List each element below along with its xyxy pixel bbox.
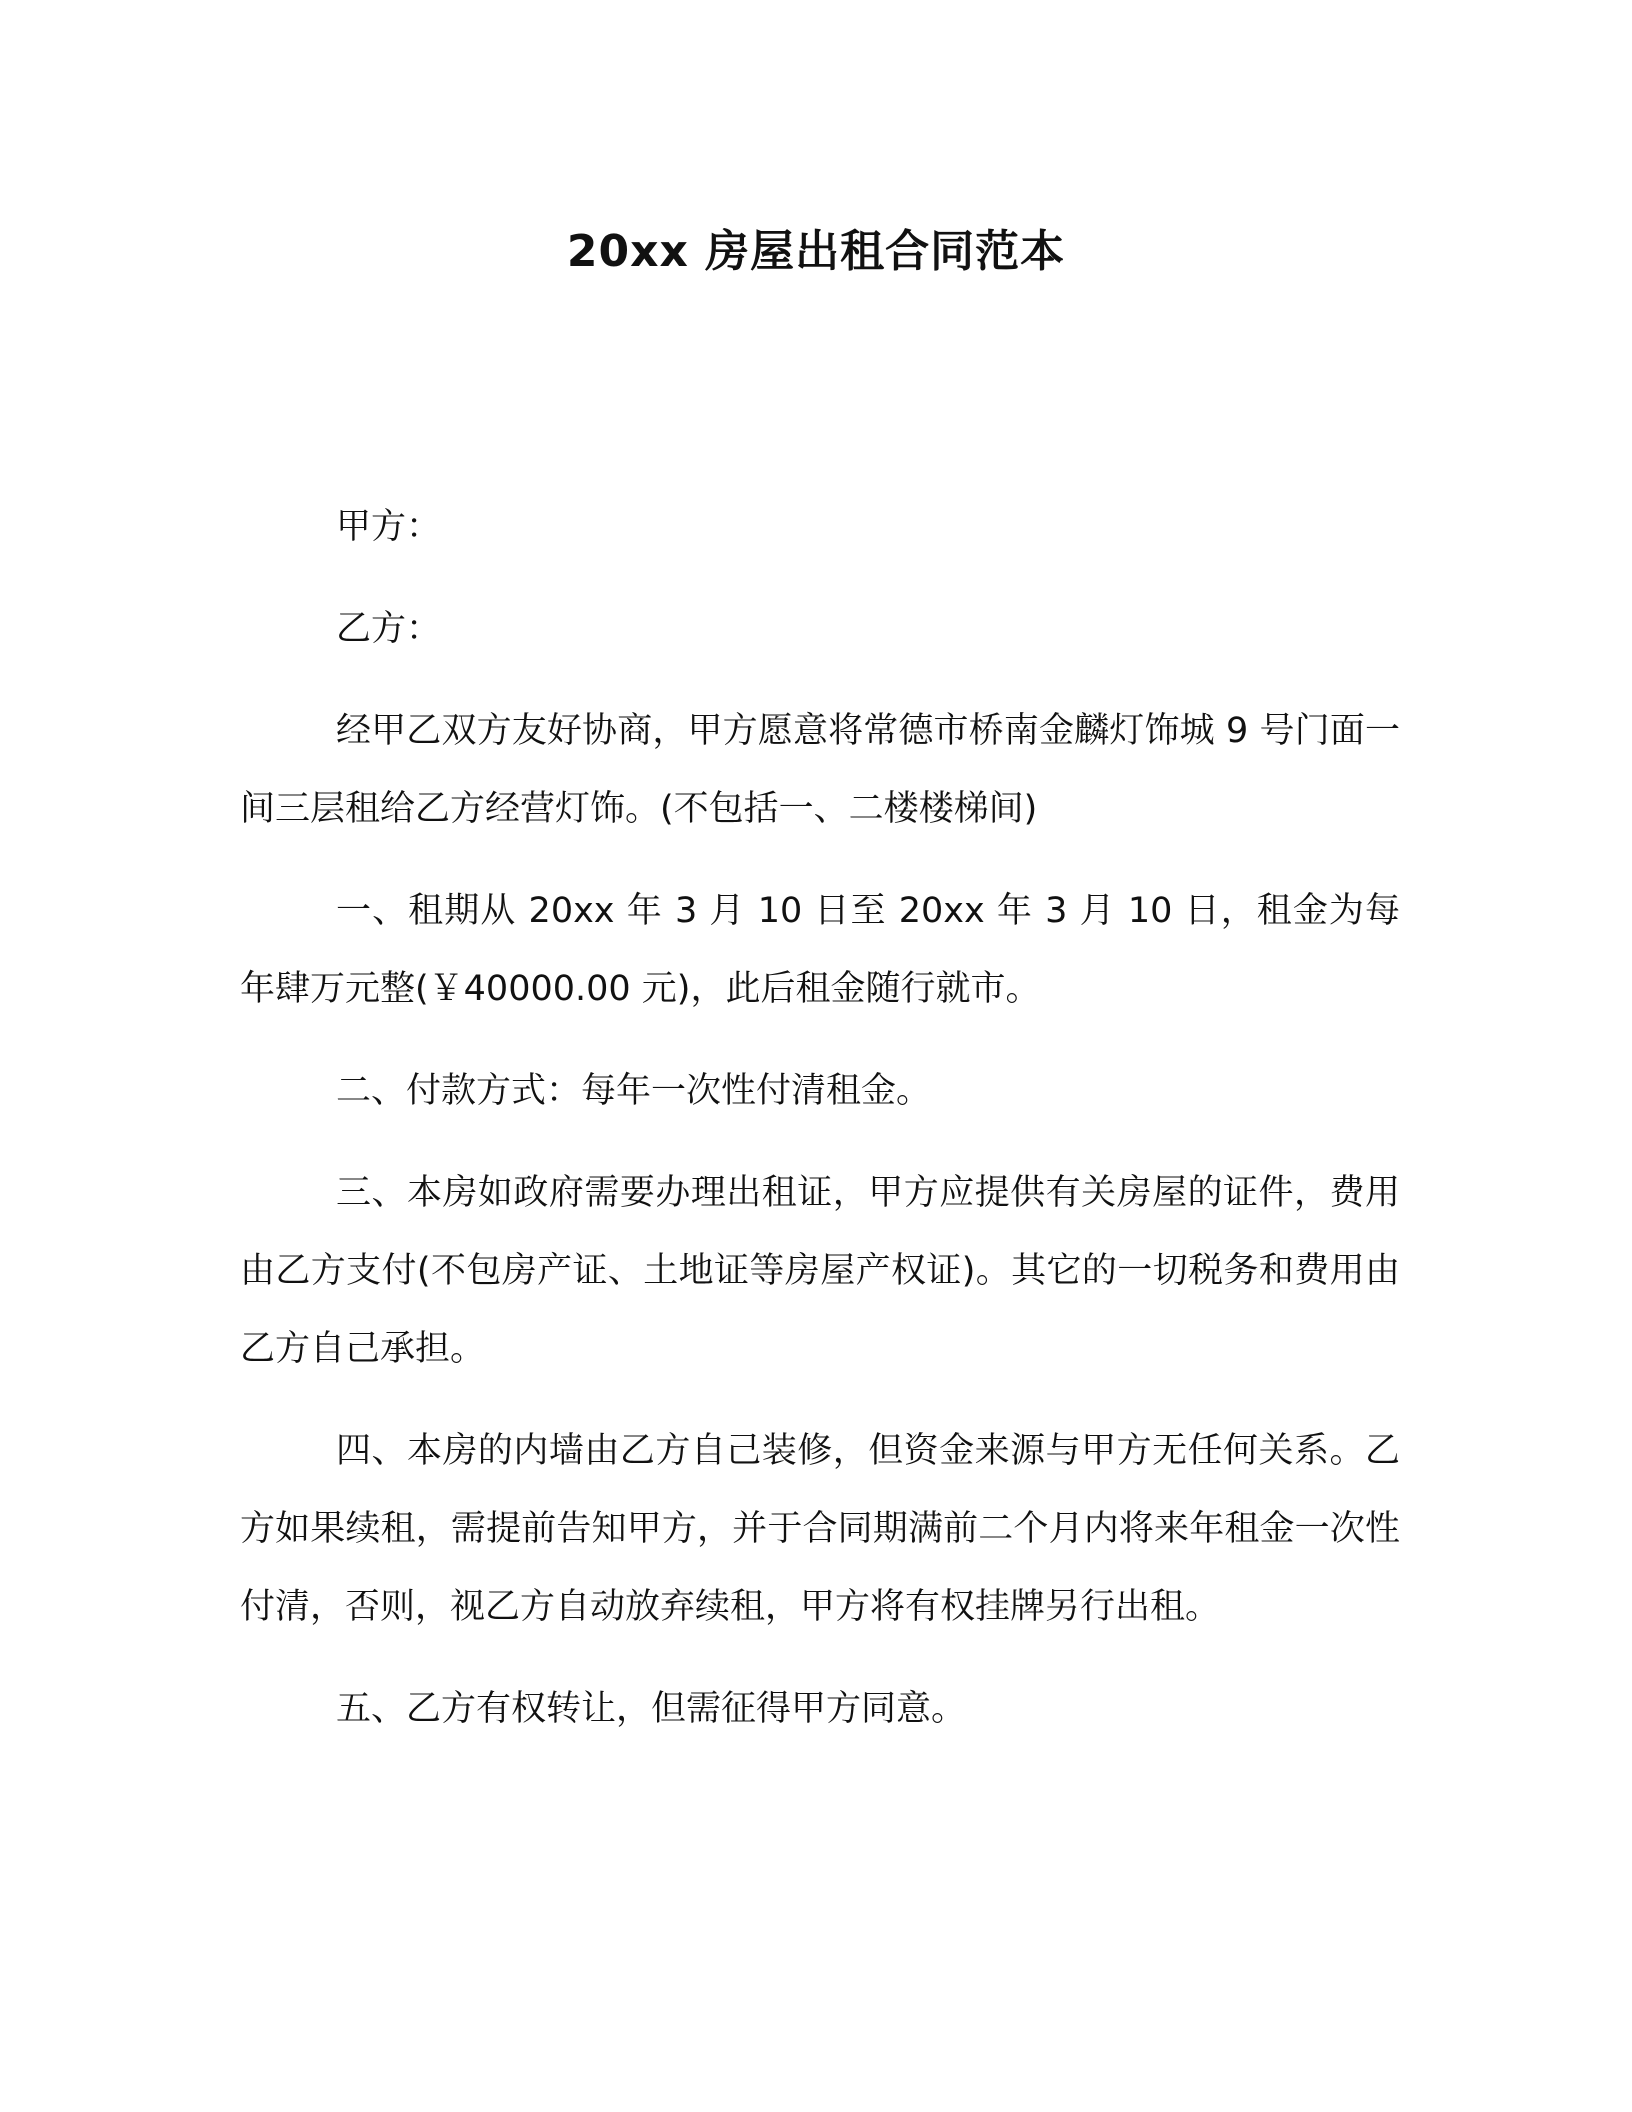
clause-4-renovation: 四、本房的内墙由乙方自己装修，但资金来源与甲方无任何关系。乙方如果续租，需提前告知甲方，并于合同期满前二个月内将来年租金一次性付清，否则，视乙方自动放弃续租，甲方将有权挂牌另行出租。 (240, 1431, 1400, 1627)
document-body (240, 488, 1400, 1772)
document-title: 20xx 房屋出租合同范本 (566, 226, 1066, 277)
clause-2-payment: 二、付款方式：每年一次性付清租金。 (336, 1071, 932, 1111)
party-a-line: 甲方： (336, 507, 442, 547)
clause-3-certificates: 三、本房如政府需要办理出租证，甲方应提供有关房屋的证件，费用由乙方支付(不包房产证、土地证等房屋产权证)。其它的一切税务和费用由乙方自己承担。 (240, 1173, 1400, 1369)
clause-5-transfer: 五、乙方有权转让，但需征得甲方同意。 (336, 1689, 967, 1729)
intro-paragraph: 经甲乙双方友好协商，甲方愿意将常德市桥南金麟灯饰城 9 号门面一间三层租给乙方经营灯饰。(不包括一、二楼楼梯间) (240, 711, 1400, 829)
party-b-line: 乙方： (336, 609, 442, 649)
clause-1-lease-term: 一、租期从 20xx 年 3 月 10 日至 20xx 年 3 月 10 日，租金为每年肆万元整(￥40000.00 元)，此后租金随行就市。 (240, 891, 1400, 1009)
